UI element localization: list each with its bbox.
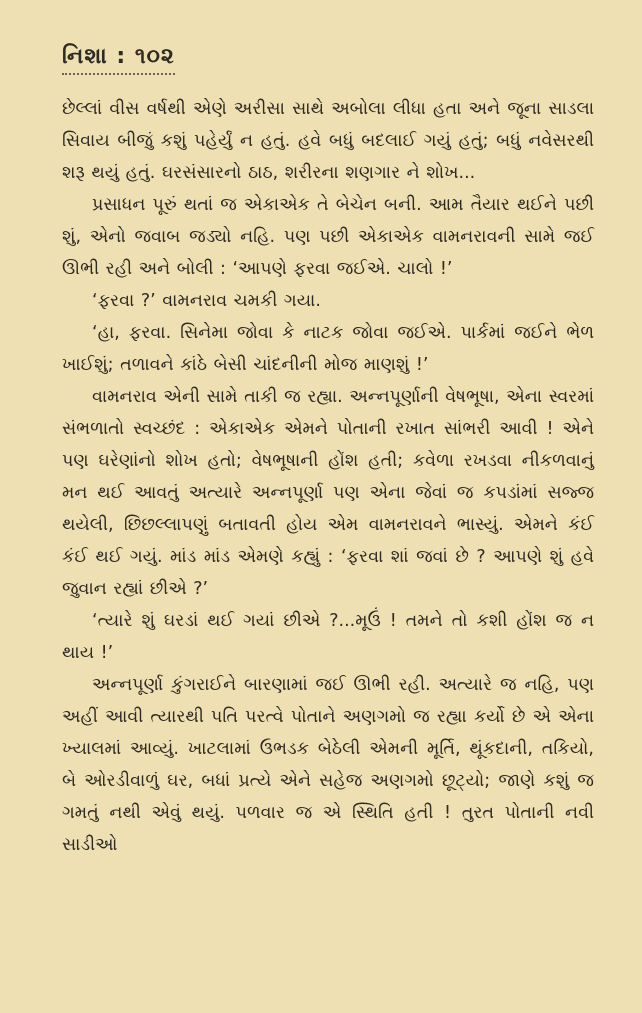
page-header: નિશા : ૧૦૨ (62, 44, 175, 75)
paragraph-2: પ્રસાધન પૂરું થતાં જ એકાએક તે બેચેન બની. આમ તૈયાર થઈને પછી શું, એનો જવાબ જડ્યો નહિ. પણ પછી એકાએક વામનરાવની સામે જઈ ઊભી રહી અને બોલી : ‘આપણે ફરવા જઈએ. ચાલો !’ (62, 195, 594, 279)
paragraph-1: છેલ્લાં વીસ વર્ષથી એણે અરીસા સાથે અબોલા લીધા હતા અને જૂના સાડલા સિવાય બીજું કશું પહેર્યું ન હતું. હવે બધું બદલાઈ ગયું હતું; બધું નવેસરથી શરૂ થયું હતું. ઘરસંસારનો ઠાઠ, શરીરના શણગાર ને શોખ... (62, 99, 594, 183)
paragraph-7: અન્નપૂર્ણા કુંગરાઈને બારણામાં જઈ ઊભી રહી. અત્યારે જ નહિ, પણ અહીં આવી ત્યારથી પતિ પરત્વે પોતાને અણગમો જ રહ્યા કર્યો છે એ એના ખ્યાલમાં આવ્યું. ખાટલામાં ઉભડક બેઠેલી એમની મૂર્તિ, થૂંકદાની, તકિયો, બે ઓરડીવાળું ઘર, બધાં પ્રત્યે એને સહેજ અણગમો છૂટ્યો; જાણે કશું જ ગમતું નથી એવું થયું. પળવાર જ એ સ્થિતિ હતી ! તુરત પોતાની નવી સાડીઓ (62, 675, 594, 855)
paragraph-6: ‘ત્યારે શું ઘરડાં થઈ ગયાં છીએ ?...મૂઉં ! તમને તો કશી હોંશ જ ન થાય !’ (62, 611, 594, 663)
paragraph-5: વામનરાવ એની સામે તાકી જ રહ્યા. અન્નપૂર્ણાની વેષભૂષા, એના સ્વરમાં સંભળાતો સ્વચ્છંદ : એકાએક એમને પોતાની રખાત સાંભરી આવી ! એને પણ ઘરેણાંનો શોખ હતો; વેષભૂષાની હોંશ હતી; કવેળા રખડવા નીકળવાનું મન થઈ આવતું અત્યારે અન્નપૂર્ણા પણ એના જેવાં જ કપડાંમાં સજ્જ થયેલી, છિછલ્લાપણું બતાવતી હોય એમ વામનરાવને ભાસ્યું. એમને કંઈ કંઈ થઈ ગયું. માંડ માંડ એમણે કહ્યું : ‘ફરવા શાં જવાં છે ? આપણે શું હવે જુવાન રહ્યાં છીએ ?’ (62, 387, 594, 599)
paragraph-4: ‘હા, ફરવા. સિનેમા જોવા કે નાટક જોવા જઈએ. પાર્કમાં જઈને ભેળ ખાઈશું; તળાવને કાંઠે બેસી ચાંદનીની મોજ માણશું !’ (62, 323, 594, 375)
paragraph-3: ‘ફરવા ?’ વામનરાવ ચમકી ગયા. (92, 291, 321, 311)
